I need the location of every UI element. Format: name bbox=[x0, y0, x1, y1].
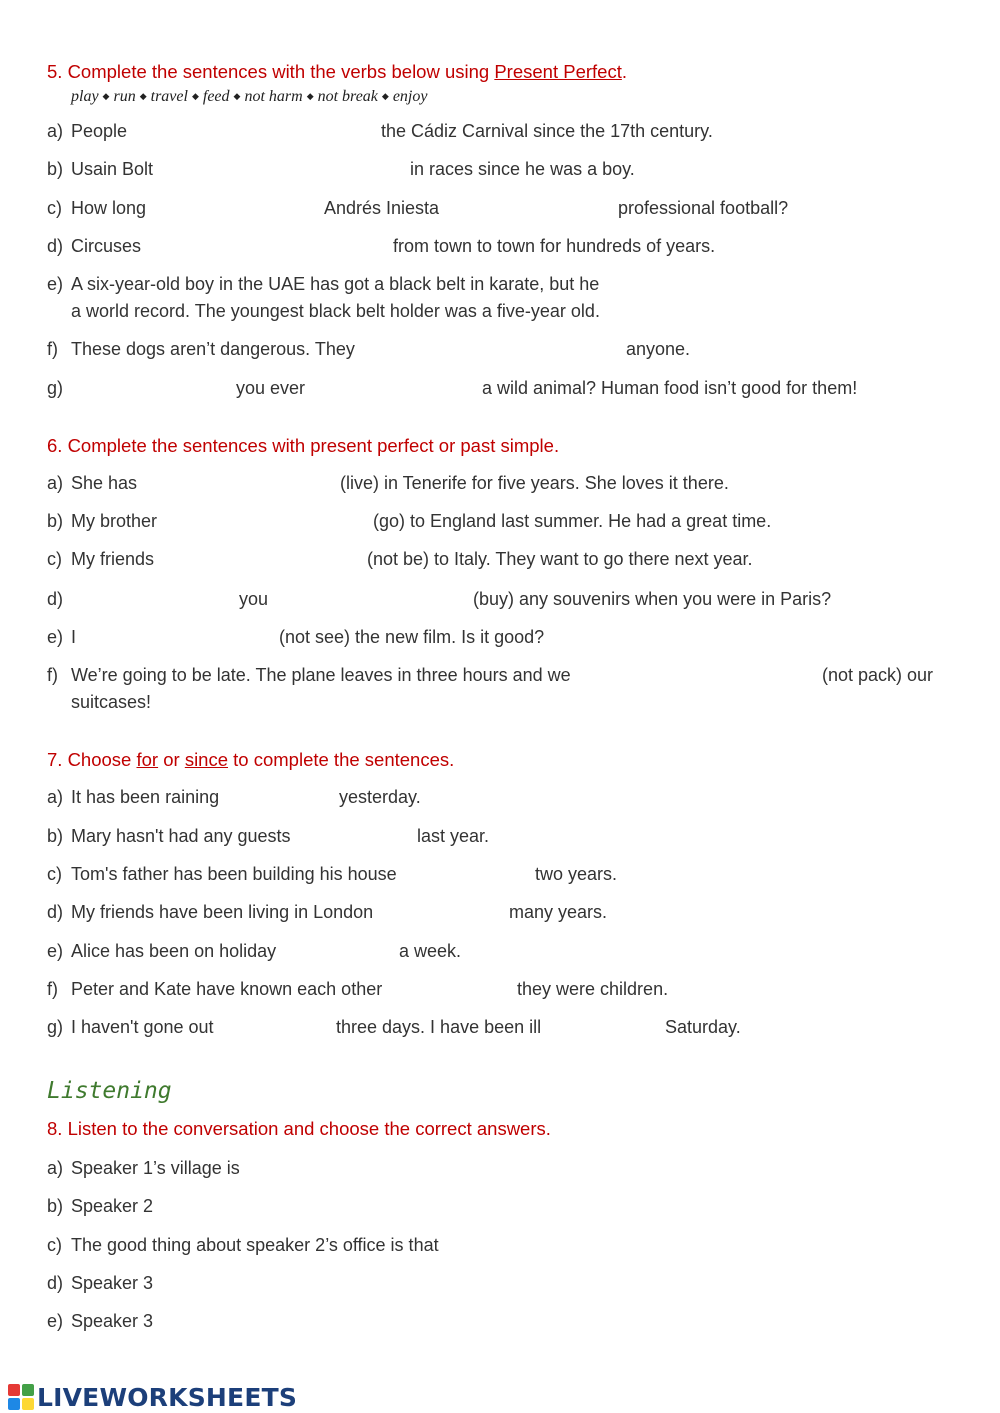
s7-item-g: g) I haven't gone out three days. I have been ill Saturday. bbox=[47, 1017, 741, 1037]
verb-not-harm: not harm bbox=[244, 88, 303, 105]
verb-feed: feed bbox=[202, 88, 230, 105]
logo-square-green bbox=[22, 1384, 34, 1396]
s7-item-a: a) It has been raining yesterday. bbox=[47, 787, 421, 807]
section8-heading: 8. Listen to the conversation and choose the correct answers. bbox=[47, 1118, 551, 1139]
s6-item-f-line2: suitcases! bbox=[71, 692, 152, 712]
s5-item-e-line2: a world record. The youngest black belt holder was a five-year old. bbox=[71, 301, 600, 321]
section5-heading: 5. Complete the sentences with the verbs below using Present Perfect. bbox=[47, 61, 627, 82]
present-perfect-underlined: Present Perfect bbox=[494, 61, 622, 82]
logo-squares-icon bbox=[8, 1384, 34, 1410]
s5-item-b: b) Usain Bolt in races since he was a boy. bbox=[47, 159, 635, 179]
s6-item-e: e) I (not see) the new film. Is it good? bbox=[47, 627, 545, 647]
verb-not-break: not break bbox=[317, 88, 378, 105]
s7-item-c: c) Tom's father has been building his house two years. bbox=[47, 864, 618, 884]
logo-text: LIVEWORKSHEETS bbox=[37, 1382, 298, 1412]
s6-item-b: b) My brother (go) to England last summer. He had a great time. bbox=[47, 511, 772, 531]
s8-item-b: b) Speaker 2 bbox=[47, 1196, 154, 1216]
s5-item-d: d) Circuses from town to town for hundreds of years. bbox=[47, 236, 716, 256]
s8-item-c: c) The good thing about speaker 2’s office is that bbox=[47, 1235, 439, 1255]
s8-item-a: a) Speaker 1’s village is bbox=[47, 1158, 240, 1178]
s8-item-d: d) Speaker 3 bbox=[47, 1273, 154, 1293]
s7-item-e: e) Alice has been on holiday a week. bbox=[47, 941, 462, 961]
logo-square-red bbox=[8, 1384, 20, 1396]
s6-item-d: d) you (buy) any souvenirs when you were in Paris? bbox=[47, 589, 832, 609]
verb-play: play bbox=[71, 88, 99, 105]
logo-square-yellow bbox=[22, 1398, 34, 1410]
s5-item-c: c) How long Andrés Iniesta professional football? bbox=[47, 198, 789, 218]
logo-square-blue bbox=[8, 1398, 20, 1410]
s7-item-b: b) Mary hasn't had any guests last year. bbox=[47, 826, 490, 846]
verb-enjoy: enjoy bbox=[392, 88, 428, 105]
s8-item-e: e) Speaker 3 bbox=[47, 1311, 154, 1331]
section7-heading: 7. Choose for or since to complete the sentences. bbox=[47, 749, 455, 770]
s5-item-f: f) These dogs aren’t dangerous. They anyone. bbox=[47, 339, 691, 359]
s5-item-e: e) A six-year-old boy in the UAE has got a black belt in karate, but he bbox=[47, 274, 600, 294]
since-underlined: since bbox=[184, 749, 229, 770]
for-underlined: for bbox=[136, 749, 159, 770]
verb-bank: play ◆ run ◆ travel ◆ feed ◆ not harm ◆ not break ◆ enjoy bbox=[71, 88, 428, 105]
s7-item-f: f) Peter and Kate have known each other they were children. bbox=[47, 979, 669, 999]
listening-title: Listening bbox=[47, 1078, 172, 1104]
verb-run: run bbox=[113, 88, 136, 105]
s6-item-c: c) My friends (not be) to Italy. They want to go there next year. bbox=[47, 549, 753, 569]
section6-heading: 6. Complete the sentences with present perfect or past simple. bbox=[47, 435, 560, 456]
s5-item-a: a) People the Cádiz Carnival since the 17th century. bbox=[47, 121, 713, 141]
s5-item-g: g) you ever a wild animal? Human food isn’t good for them! bbox=[47, 378, 858, 398]
s6-item-f: f) We’re going to be late. The plane leaves in three hours and we (not pack) our bbox=[47, 665, 934, 685]
verb-travel: travel bbox=[150, 88, 188, 105]
s6-item-a: a) She has (live) in Tenerife for five years. She loves it there. bbox=[47, 473, 729, 493]
s7-item-d: d) My friends have been living in London many years. bbox=[47, 902, 608, 922]
liveworksheets-logo[interactable] bbox=[8, 1382, 297, 1412]
